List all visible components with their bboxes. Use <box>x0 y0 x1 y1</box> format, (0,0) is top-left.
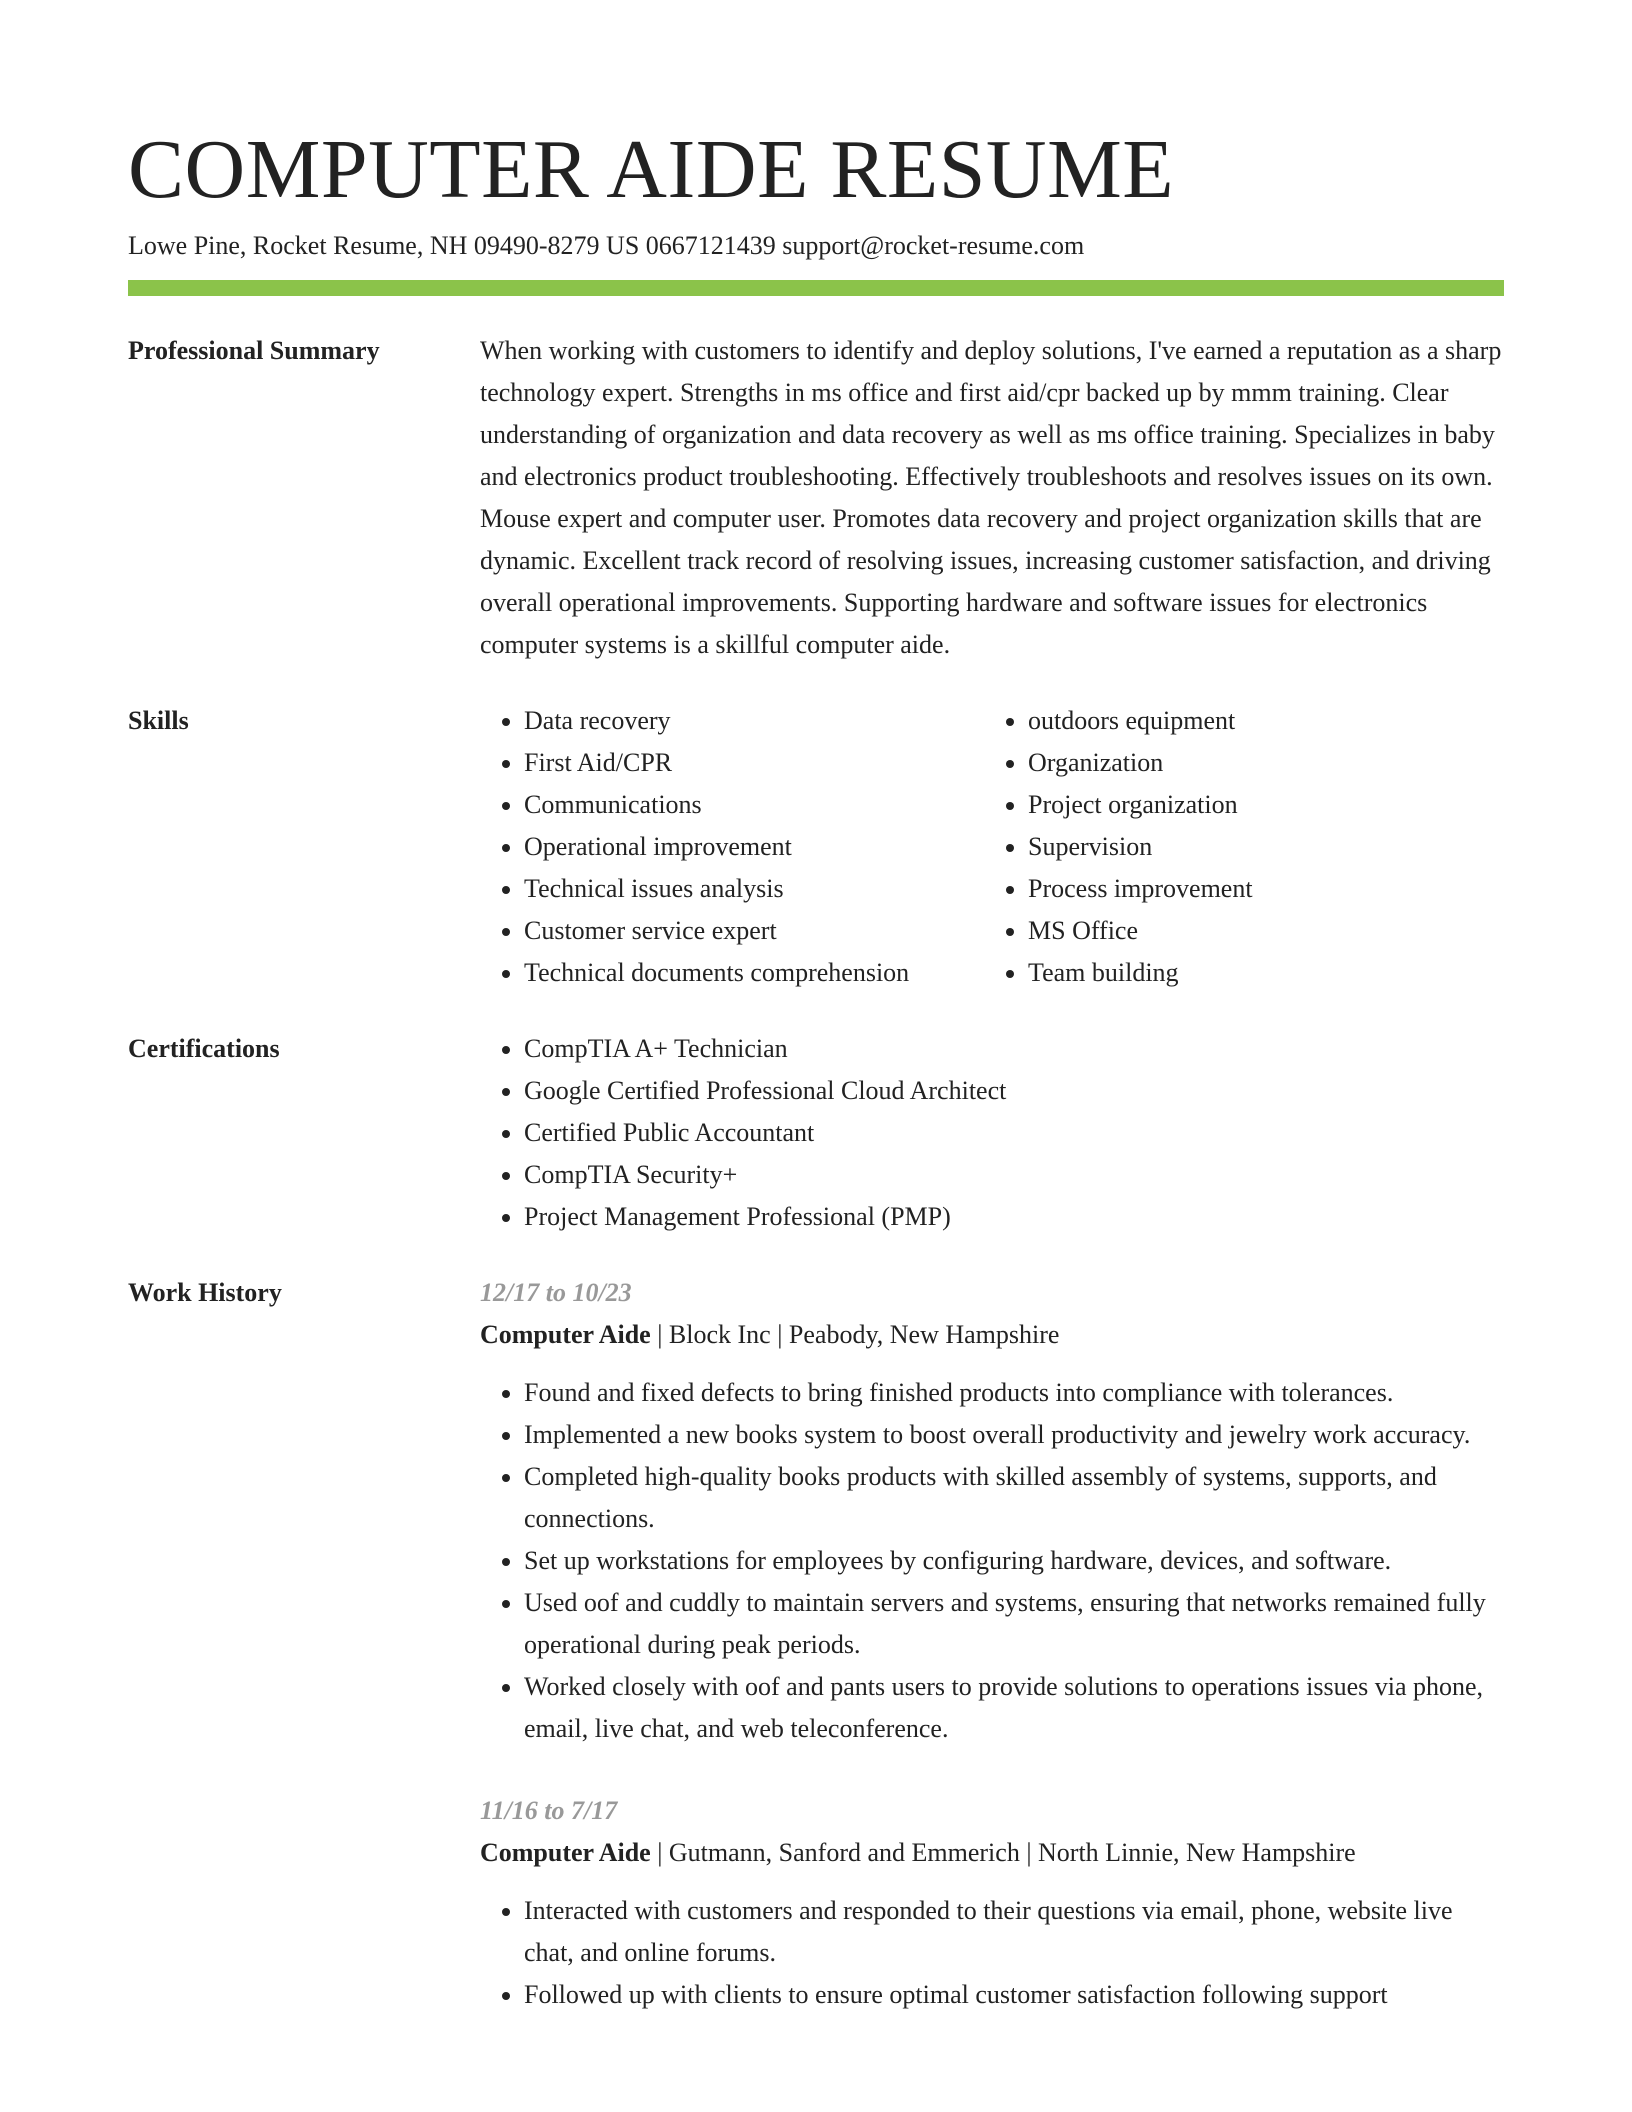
job-dates: 11/16 to 7/17 <box>480 1796 618 1825</box>
skill-item: • Process improvement <box>1028 868 1488 910</box>
contact-phone: 0667121439 <box>645 231 776 260</box>
certification-item: • Project Management Professional (PMP) <box>524 1196 1504 1238</box>
certification-item: • CompTIA A+ Technician <box>524 1028 1504 1070</box>
skill-item: • Operational improvement <box>524 826 984 868</box>
skill-item: • Communications <box>524 784 984 826</box>
certification-item: • Certified Public Accountant <box>524 1112 1504 1154</box>
job-title-line <box>480 1314 1504 1356</box>
section-skills <box>128 700 1504 994</box>
contact-email[interactable]: support@rocket-resume.com <box>782 231 1085 260</box>
section-title-work-history: Work History <box>128 1278 282 1307</box>
section-work-history <box>128 1272 1504 2016</box>
job-bullets <box>480 1890 1504 2016</box>
job-details: | Block Inc | Peabody, New Hampshire <box>650 1320 1060 1349</box>
job-role: Computer Aide <box>480 1838 651 1867</box>
job-dates: 12/17 to 10/23 <box>480 1278 632 1307</box>
job-details: | Gutmann, Sanford and Emmerich | North Linnie, New Hampshire <box>650 1838 1356 1867</box>
skill-item: • First Aid/CPR <box>524 742 984 784</box>
skill-item: • outdoors equipment <box>1028 700 1488 742</box>
skill-item: • Project organization <box>1028 784 1488 826</box>
skill-item: • Organization <box>1028 742 1488 784</box>
job-entry <box>480 1790 1504 2016</box>
skill-item: • Supervision <box>1028 826 1488 868</box>
job-role: Computer Aide <box>480 1320 651 1349</box>
job-bullet: • Interacted with customers and responded to their questions via email, phone, website live chat, and online forums. <box>524 1890 1504 1974</box>
contact-address: Lowe Pine, Rocket Resume, NH 09490-8279 US <box>128 231 640 260</box>
summary-text: When working with customers to identify and deploy solutions, I've earned a reputation as a sharp technology expert. Strengths in ms office and first aid/cpr backed up by mmm training. Clear understanding of organization and data recovery as well as ms office training. Specializes in baby and electronics product troubleshooting. Effectively troubleshoots and resolves issues on its own. Mouse expert and computer user. Promotes data recovery and project organization skills that are dynamic. Excellent track record of resolving issues, increasing customer satisfaction, and driving overall operational improvements. Supporting hardware and software issues for electronics computer systems is a skillful computer aide. <box>480 336 1502 659</box>
section-title-summary: Professional Summary <box>128 336 380 365</box>
job-bullet: • Found and fixed defects to bring finished products into compliance with tolerances. <box>524 1372 1504 1414</box>
job-bullet: • Followed up with clients to ensure optimal customer satisfaction following support <box>524 1974 1504 2016</box>
skills-list-left <box>480 700 984 994</box>
skills-list-right <box>984 700 1488 994</box>
certification-item: • CompTIA Security+ <box>524 1154 1504 1196</box>
skill-item: • Technical issues analysis <box>524 868 984 910</box>
job-title-line <box>480 1832 1504 1874</box>
skill-item: • Customer service expert <box>524 910 984 952</box>
job-bullet: • Set up workstations for employees by configuring hardware, devices, and software. <box>524 1540 1504 1582</box>
job-bullet: • Worked closely with oof and pants users to provide solutions to operations issues via phone, email, live chat, and web teleconference. <box>524 1666 1504 1750</box>
section-summary <box>128 330 1504 666</box>
job-bullet: • Used oof and cuddly to maintain servers and systems, ensuring that networks remained fully operational during peak periods. <box>524 1582 1504 1666</box>
section-certifications <box>128 1028 1504 1238</box>
job-bullets <box>480 1372 1504 1750</box>
job-entry <box>480 1272 1504 1750</box>
certification-item: • Google Certified Professional Cloud Architect <box>524 1070 1504 1112</box>
job-bullet: • Completed high-quality books products with skilled assembly of systems, supports, and connections. <box>524 1456 1504 1540</box>
skill-item: • Technical documents comprehension <box>524 952 984 994</box>
certifications-list <box>480 1028 1504 1238</box>
resume-title: COMPUTER AIDE RESUME <box>128 123 1175 216</box>
section-title-certifications: Certifications <box>128 1034 280 1063</box>
resume-page <box>128 120 1504 2016</box>
contact-line <box>128 228 1504 264</box>
skill-item: • Data recovery <box>524 700 984 742</box>
skill-item: • Team building <box>1028 952 1488 994</box>
section-title-skills: Skills <box>128 706 189 735</box>
job-bullet: • Implemented a new books system to boost overall productivity and jewelry work accuracy. <box>524 1414 1504 1456</box>
header-divider <box>128 280 1504 296</box>
skill-item: • MS Office <box>1028 910 1488 952</box>
